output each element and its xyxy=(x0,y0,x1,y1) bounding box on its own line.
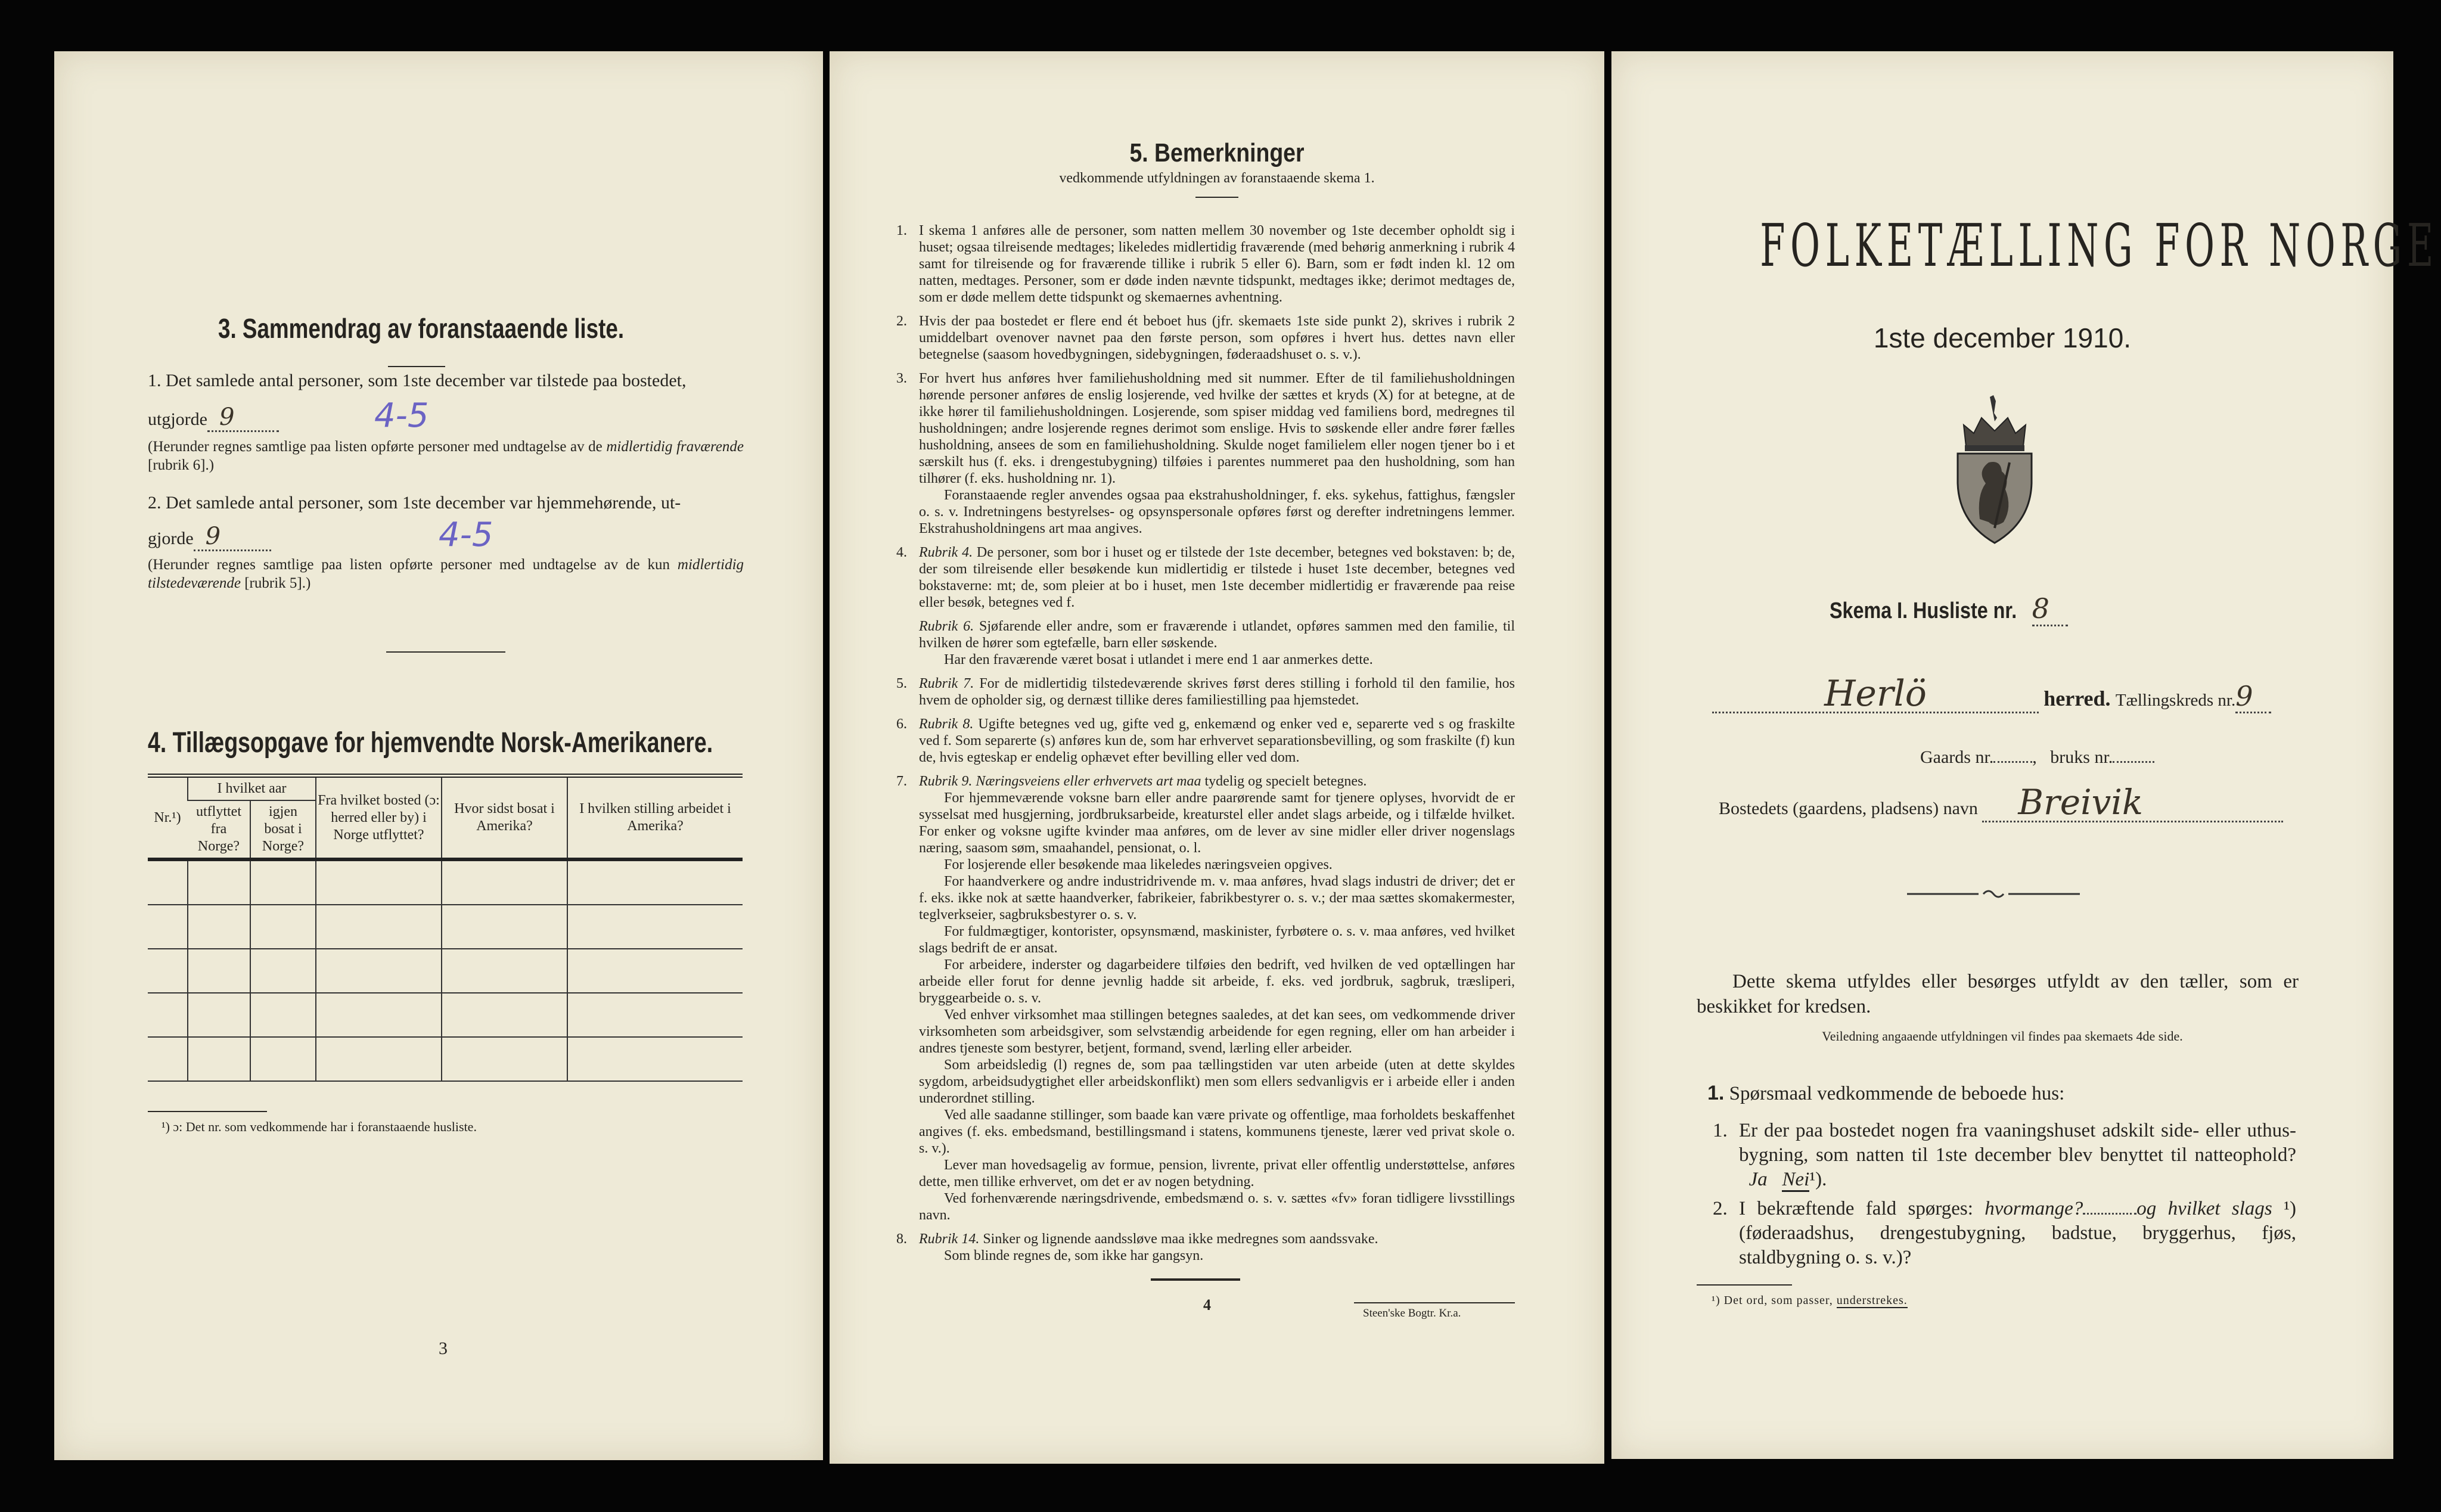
table-cell[interactable] xyxy=(442,905,567,949)
table-cell[interactable] xyxy=(567,993,743,1037)
question-number: 2. xyxy=(1713,1198,1728,1219)
page-4-remarks xyxy=(830,51,1604,1464)
remark-number: 2. xyxy=(896,313,907,329)
question-examples: ¹) (føderaadshus, drengestubygning, badstue, bryggerhus, fjøs, staldbygning o. s. v.)? xyxy=(1739,1198,2297,1268)
remark-item xyxy=(896,716,1515,766)
table-cell[interactable] xyxy=(250,949,316,993)
census-title: FOLKETÆLLING FOR NORGE xyxy=(1760,212,2439,280)
remark-number: 4. xyxy=(896,545,907,560)
col-occupation: I hvilken stilling arbeidet i Amerika? xyxy=(567,776,743,860)
bosted-name: Breivik xyxy=(2018,782,2144,822)
remark-text: De personer, som bor i huset og er tilstede der 1ste december, betegnes ved bokstaven: b; de, der som tilreisende eller besøkende kun midlertidig er tilstede i huset 1ste december, betegnes ved bokstaverne: mt; de, som pleier at bo i huset, men 1ste december midlertidig er fraværende paa reise eller besøk, betegnes ved f. xyxy=(919,545,1515,610)
ornament-divider-icon xyxy=(1907,888,2080,900)
remark-paragraph xyxy=(919,1107,1515,1157)
table-cell[interactable] xyxy=(250,1037,316,1081)
table-cell[interactable] xyxy=(567,905,743,949)
handwritten-count: 9 xyxy=(205,523,221,550)
footnote-divider xyxy=(148,1111,267,1112)
remark-text: For arbeidere, inderster og dagarbeidere tilføies den bedrift, ved hvilken de ved optællingen har arbeide eller forut for denne jevnlig hadde sit arbeide, f. eks. ved jordbruk, sagbruk, træsliperi, bryggearbeide o. s. v. xyxy=(919,957,1515,1006)
note-text: (Herunder regnes samtlige paa listen opførte personer med undtagelse av de xyxy=(148,439,603,455)
remark-paragraph xyxy=(919,1007,1515,1057)
summary-item-1 xyxy=(148,370,744,392)
remark-text: For hvert hus anføres hver familiehusholdning med sit nummer. Efter de til familiehusholdningen hørende personer anføres de enslig losjerende, ved hvilke der sættes et kryds (X) for at betegne, at de ikke hører til familiehusholdningen. Losjerende, som spiser middag ved familiens bord, medregnes til husholdningen; andre losjerende regnes derimot som enslige. Hvis to søskende eller andre fører fælles husholdning, ansees de som en familiehusholdning. Skulde noget familielem eller nogen tjener bo i et særskilt hus (f. eks. i drengestubygning) tilføies i parentes nummeret paa den husholdning, som han tilhører (f. eks. husholdning nr. 1). xyxy=(919,371,1515,486)
table-cell[interactable] xyxy=(148,1037,188,1081)
page-3-summary xyxy=(54,51,823,1460)
kreds-label: Tællingskreds nr. xyxy=(2115,691,2236,710)
page-number: 3 xyxy=(439,1339,448,1358)
answer-no-underlined[interactable]: Nei xyxy=(1782,1169,1809,1192)
remark-text: For losjerende eller besøkende maa likeledes næringsveien opgives. xyxy=(944,857,1333,873)
remark-text: Ved enhver virksomhet maa stillingen betegnes saaledes, at det kan sees, om vedkommende driver virksomheten som arbeidsgiver, som selvstændig arbeidende for egen regning, eller om han arbeider i andres tjeneste som bestyrer, betjent, formand, svend, lærling eller arbeider. xyxy=(919,1007,1515,1056)
table-cell[interactable] xyxy=(250,905,316,949)
remark-paragraph xyxy=(919,1190,1515,1224)
table-cell[interactable] xyxy=(148,859,188,905)
remark-item xyxy=(896,313,1515,363)
remark-paragraph xyxy=(919,370,1515,487)
remark-item xyxy=(896,675,1515,709)
remark-paragraph xyxy=(919,487,1515,537)
end-divider xyxy=(1151,1278,1240,1281)
table-cell[interactable] xyxy=(316,859,442,905)
remark-item xyxy=(896,370,1515,537)
printer-credit: Steen'ske Bogtr. Kr.a. xyxy=(1363,1307,1461,1319)
skema-line xyxy=(1830,592,2068,626)
table-cell[interactable] xyxy=(148,949,188,993)
rubrik-label: Rubrik 8. xyxy=(919,716,974,732)
remark-paragraph xyxy=(919,675,1515,709)
section-number: 1. xyxy=(1707,1082,1725,1104)
bosted-label: Bostedets (gaardens, pladsens) navn xyxy=(1719,799,1978,818)
col-nr: Nr.¹) xyxy=(154,809,181,825)
footnote: ¹) ɔ: Det nr. som vedkommende har i foranstaaende husliste. xyxy=(162,1119,477,1134)
remark-paragraph xyxy=(919,790,1515,856)
table-cell[interactable] xyxy=(188,949,250,993)
note-text: (Herunder regnes samtlige paa listen opførte personer med undtagelse av de kun xyxy=(148,557,670,573)
divider xyxy=(388,366,445,367)
col-last-residence: Hvor sidst bosat i Amerika? xyxy=(442,776,567,860)
col-from-where: Fra hvilket bosted (ɔ: herred eller by) i Norge utflyttet? xyxy=(316,776,442,860)
col-emigrated: utflyttet fra Norge? xyxy=(196,804,241,854)
intro-paragraph: Dette skema utfyldes eller besørges utfyldt av den tæller, som er beskikket for kredsen. xyxy=(1697,971,2299,1017)
remark-number: 6. xyxy=(896,716,907,732)
remark-text: Sinker og lignende aandssløve maa ikke medregnes som aandssvake. xyxy=(983,1231,1378,1247)
remark-text: For de midlertidig tilstedeværende skrives først deres stilling i forhold til den familie, hos hvem de opholder sig, og dernæst tillike deres familiestilling paa hjemstedet. xyxy=(919,676,1515,708)
col-year-group: I hvilket aar xyxy=(188,776,316,801)
footnote-divider xyxy=(1697,1284,1792,1286)
table-cell[interactable] xyxy=(567,1037,743,1081)
herred-label: herred. xyxy=(2044,687,2111,710)
item-number: 1. xyxy=(148,371,162,390)
remark-paragraph xyxy=(919,313,1515,363)
table-cell[interactable] xyxy=(148,993,188,1037)
remark-number: 7. xyxy=(896,774,907,789)
remark-text: I skema 1 anføres alle de personer, som natten mellem 30 november og 1ste december opholdt sig i huset; ogsaa tilreisende medtages; likeledes midlertidig fraværende (med behørig anmerkning i rubrik 4 samt for tilreisende og for fraværende tillike i rubrik 5 eller 6). Barn, som er født inden kl. 12 om natten, medtages. Personer, som er døde inden nævnte tidspunkt, medtages ikke; derimot medtages de, som er døde mellem dette tidspunkt og skemaernes avhentning. xyxy=(919,223,1515,305)
remark-text: For fuldmægtiger, kontorister, opsynsmænd, maskinister, fyrbøtere o. s. v. maa anføres, ved hvilket slags bedrift de er ansat. xyxy=(919,924,1515,956)
coat-of-arms-icon xyxy=(1953,394,2036,546)
norwegian-american-table xyxy=(148,774,743,1082)
remark-paragraph xyxy=(919,618,1515,651)
skema-label: Skema I. Husliste nr. xyxy=(1830,598,2017,623)
col-returned: igjen bosat i Norge? xyxy=(250,800,316,859)
table-row xyxy=(148,993,743,1037)
remark-paragraph xyxy=(919,716,1515,766)
remark-number: 8. xyxy=(896,1231,907,1247)
summary-note-2 xyxy=(148,555,744,592)
rubrik-label: Rubrik 9. Næringsveiens eller erhvervets art maa xyxy=(919,774,1201,789)
table-cell[interactable] xyxy=(442,993,567,1037)
table-row xyxy=(148,949,743,993)
question-2 xyxy=(1713,1197,2297,1270)
table-cell[interactable] xyxy=(316,905,442,949)
gaards-label: Gaards nr. xyxy=(1920,747,1994,767)
section-4-title: 4. Tillægsopgave for hjemvendte Norsk-Amerikanere. xyxy=(148,727,713,759)
handwritten-annotation: 4-5 xyxy=(374,396,429,435)
table-cell[interactable] xyxy=(567,949,743,993)
remarks-footer xyxy=(919,1278,1515,1332)
field-label: utgjorde xyxy=(148,409,207,429)
summary-item-2 xyxy=(148,492,744,514)
note-end: [rubrik 6].) xyxy=(148,457,215,473)
table-cell[interactable] xyxy=(188,993,250,1037)
page-number: 4 xyxy=(1203,1296,1211,1314)
question-text: I bekræftende fald spørges: xyxy=(1739,1198,1973,1219)
bosted-line xyxy=(1719,782,2283,822)
printer-rule xyxy=(1354,1302,1515,1303)
item-number: 2. xyxy=(148,493,162,513)
remark-text: Sjøfarende eller andre, som er fraværende i utlandet, opføres sammen med den familie, til hvilken de hører som egtefælle, barn eller søskende. xyxy=(919,619,1515,651)
section-title: Spørsmaal vedkommende de beboede hus: xyxy=(1729,1083,2065,1104)
table-cell[interactable] xyxy=(188,1037,250,1081)
remark-text: Ugifte betegnes ved ug, gifte ved g, enkemænd og enker ved e, separerte ved s og fraskilte ved f. Som separerte (s) anføres kun de, som har erhvervet separationsbevilling, og som fraskilte (f) kun de, hvis egteskap er endelig ophævet efter bevilling eller ved dom. xyxy=(919,716,1515,765)
item-text: Det samlede antal personer, som 1ste december var tilstede paa bostedet, xyxy=(166,371,687,390)
bruks-label: bruks nr. xyxy=(2050,747,2113,767)
rubrik-label: Rubrik 7. xyxy=(919,676,974,691)
remarks-list xyxy=(896,222,1515,1332)
remark-number: 3. xyxy=(896,371,907,386)
remark-text: For hjemmeværende voksne barn eller andre paarørende samt for tjenere oplyses, hvorvidt de er sysselsat med husgjerning, jordbruksarbeide, kreaturstel eller andet slags arbeide, og i tilfælde hvilket. For enker og voksne ugifte kvinder maa anføres, om de lever av sine midler eller driver nogenslags næring, saasom søm, smaahandel, pensionat, o. l. xyxy=(919,790,1515,856)
section-3-title: 3. Sammendrag av foranstaaende liste. xyxy=(218,313,625,344)
answer-yes[interactable]: Ja xyxy=(1749,1169,1768,1190)
remark-item xyxy=(896,222,1515,306)
table-cell[interactable] xyxy=(316,993,442,1037)
remark-paragraph xyxy=(919,873,1515,923)
remark-text: Lever man hovedsagelig av formue, pension, livrente, privat eller offentlig understøttelse, anføres dette, men tillike erhvervet, om det er av nogen betydning. xyxy=(919,1157,1515,1190)
footnote-underlined: understrekes. xyxy=(1836,1294,1908,1307)
field-label: gjorde xyxy=(148,529,194,548)
gaards-line: Gaards nr. , bruks nr. xyxy=(1920,746,2154,769)
question-text: Er der paa bostedet nogen fra vaaningshuset adskilt side- eller uthus-bygning, som natten til 1ste december blev benyttet til natteophold? xyxy=(1739,1120,2296,1166)
census-date: 1ste december 1910. xyxy=(1873,322,2132,353)
footnote xyxy=(1712,1294,2297,1308)
rubrik-label: Rubrik 6. xyxy=(919,619,974,634)
table-row xyxy=(148,859,743,905)
how-many-field[interactable] xyxy=(2083,1213,2136,1215)
note-italic: midlertidig fraværende xyxy=(606,439,744,455)
table-cell[interactable] xyxy=(148,905,188,949)
table-row xyxy=(148,1037,743,1081)
table-cell[interactable] xyxy=(250,859,316,905)
table-cell[interactable] xyxy=(188,905,250,949)
remark-paragraph xyxy=(919,923,1515,957)
gjorde-field xyxy=(148,523,271,551)
divider xyxy=(386,651,505,653)
remark-paragraph xyxy=(919,856,1515,873)
handwritten-count: 9 xyxy=(219,403,235,431)
remark-paragraph xyxy=(919,544,1515,611)
table-cell[interactable] xyxy=(316,1037,442,1081)
table-cell[interactable] xyxy=(442,1037,567,1081)
herred-line xyxy=(1712,673,2271,715)
how-many-label: hvormange? xyxy=(1985,1198,2083,1219)
rubrik-label: Rubrik 4. xyxy=(919,545,973,560)
rubrik-label: Rubrik 14. xyxy=(919,1231,980,1247)
remark-paragraph xyxy=(919,651,1515,668)
table-cell[interactable] xyxy=(442,859,567,905)
remark-text: Foranstaaende regler anvendes ogsaa paa ekstrahusholdninger, f. eks. sykehus, fattighus, fængsler o. s. v. Indretningens bestyrelses- og opsynspersonale opføres først og derefter indretningens lemmer. Ekstrahusholdningens art maa angives. xyxy=(919,488,1515,536)
what-kind-label: og hvilket slags xyxy=(2136,1198,2272,1219)
remark-paragraph xyxy=(919,222,1515,306)
remark-text: For haandverkere og andre industridrivende m. v. maa anføres, hvad slags industri de driver; det er f. eks. ikke nok at sætte haandverker, fabrikeier, fabrikbestyrer o. s. v.; der maa sættes skomakermester, teglverkseier, sagbruksbestyrer o. s. v. xyxy=(919,874,1515,923)
footnote-ref: ¹). xyxy=(1809,1169,1827,1190)
remark-number: 1. xyxy=(896,223,907,238)
remark-paragraph xyxy=(919,1247,1515,1264)
remark-number: 5. xyxy=(896,676,907,691)
table-cell[interactable] xyxy=(442,949,567,993)
remark-text: Har den fraværende været bosat i utlandet i mere end 1 aar anmerkes dette. xyxy=(944,652,1373,667)
remark-item xyxy=(896,544,1515,611)
remark-text: Som arbeidsledig (l) regnes de, som paa tællingstiden var uten arbeide (uten at dette skyldes sygdom, arbeidsudygtighet eller arbeidskonflikt) men som ellers sedvanligvis er i arbeide eller i anden underordnet stilling. xyxy=(919,1057,1515,1106)
questions xyxy=(1707,1081,2297,1308)
remark-text: Ved alle saadanne stillinger, som baade kan være private og offentlige, maa forholdets beskaffenhet angives (f. eks. embedsmand, bestillingsmand i statens, kommunens tjeneste, lærer ved privat skole o. s. v.). xyxy=(919,1107,1515,1156)
remark-paragraph xyxy=(919,957,1515,1007)
remark-text: tydelig og specielt betegnes. xyxy=(1204,774,1367,789)
footnote-text: ¹) Det ord, som passer, xyxy=(1712,1294,1833,1307)
remarks-subtitle: vedkommende utfyldningen av foranstaaende skema 1. xyxy=(1059,170,1375,186)
question-section xyxy=(1707,1081,2297,1106)
table-cell[interactable] xyxy=(567,859,743,905)
remarks-title: 5. Bemerkninger xyxy=(1129,138,1305,167)
table-cell[interactable] xyxy=(250,993,316,1037)
remark-text: Som blinde regnes de, som ikke har gangsyn. xyxy=(944,1248,1204,1263)
summary-note-1 xyxy=(148,437,744,474)
item-text: Det samlede antal personer, som 1ste december var hjemmehørende, ut- xyxy=(166,493,681,513)
remark-paragraph xyxy=(919,1231,1515,1247)
kreds-number: 9 xyxy=(2235,680,2253,712)
page-1-cover xyxy=(1611,51,2439,1459)
remark-item xyxy=(896,1231,1515,1264)
remark-item xyxy=(919,618,1515,668)
handwritten-annotation: 4-5 xyxy=(439,516,493,554)
guidance-note: Veiledning angaaende utfyldningen vil findes paa skemaets 4de side. xyxy=(1822,1029,2183,1044)
table-row xyxy=(148,905,743,949)
herred-name: Herlö xyxy=(1824,673,1927,715)
question-number: 1. xyxy=(1713,1120,1728,1141)
note-italic: midlertidig tilstedeværende xyxy=(148,557,744,591)
husliste-number: 8 xyxy=(2032,592,2049,625)
utgjorde-field xyxy=(148,403,279,432)
table-cell[interactable] xyxy=(188,859,250,905)
remark-text: Hvis der paa bostedet er flere end ét beboet hus (jfr. skemaets 1ste side punkt 2), skrives i rubrik 2 umiddelbart ovenover navnet paa den første person, som opføres i hvert hus. dettes navn eller betegnelse (saasom hovedbygningen, sidebygningen, føderaadshuset o. s. v.). xyxy=(919,313,1515,362)
remark-text: Ved forhenværende næringsdrivende, embedsmænd o. s. v. sættes «fv» foran tidligere livsstillings navn. xyxy=(919,1191,1515,1223)
remark-paragraph xyxy=(919,1157,1515,1190)
remark-paragraph xyxy=(919,1057,1515,1107)
table-cell[interactable] xyxy=(316,949,442,993)
remark-item xyxy=(896,773,1515,1224)
remark-paragraph xyxy=(919,773,1515,790)
note-end: [rubrik 5].) xyxy=(244,575,311,591)
question-1 xyxy=(1713,1119,2296,1192)
divider xyxy=(1195,197,1238,198)
